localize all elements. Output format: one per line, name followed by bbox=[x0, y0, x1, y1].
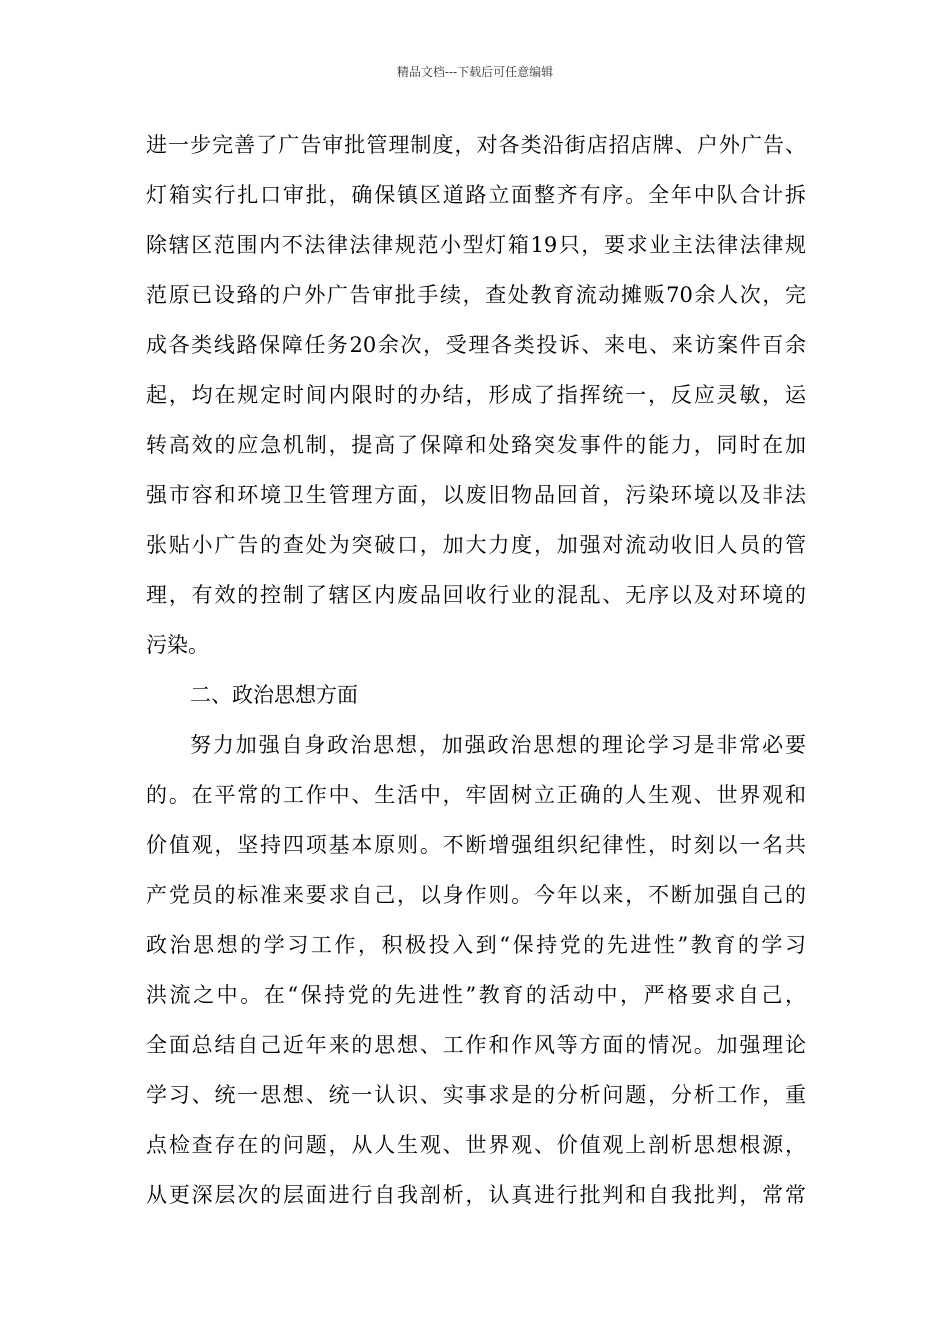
section-heading-text: 二、政治思想方面 bbox=[190, 683, 358, 707]
text-line: 范原已设臵的户外广告审批手续，查处教育流动摊贩70余人次，完 bbox=[146, 283, 806, 307]
text-line: 转高效的应急机制，提高了保障和处臵突发事件的能力，同时在加 bbox=[146, 433, 806, 457]
page-header: 精品文档---下载后可任意编辑 bbox=[396, 65, 554, 79]
text-line: 学习、统一思想、统一认识、实事求是的分析问题，分析工作，重 bbox=[146, 1083, 806, 1107]
text-line: 进一步完善了广告审批管理制度，对各类沿街店招店牌、户外广告、 bbox=[146, 133, 806, 157]
text-line: 的。在平常的工作中、生活中，牢固树立正确的人生观、世界观和 bbox=[146, 783, 806, 807]
text-line: 除辖区范围内不法律法律规范小型灯箱19只，要求业主法律法律规 bbox=[146, 233, 806, 257]
text-line: 成各类线路保障任务20余次，受理各类投诉、来电、来访案件百余 bbox=[146, 333, 806, 357]
text-line: 全面总结自己近年来的思想、工作和作风等方面的情况。加强理论 bbox=[146, 1033, 806, 1057]
text-line: 政治思想的学习工作，积极投入到“保持党的先进性”教育的学习 bbox=[146, 933, 806, 957]
text-line: 洪流之中。在“保持党的先进性”教育的活动中，严格要求自己， bbox=[146, 983, 806, 1007]
text-line: 张贴小广告的查处为突破口，加大力度，加强对流动收旧人员的管 bbox=[146, 533, 806, 557]
text-line: 点检查存在的问题，从人生观、世界观、价值观上剖析思想根源， bbox=[146, 1133, 806, 1157]
text-line: 起，均在规定时间内限时的办结，形成了指挥统一，反应灵敏，运 bbox=[146, 383, 806, 407]
text-line: 理，有效的控制了辖区内废品回收行业的混乱、无序以及对环境的 bbox=[146, 583, 806, 607]
section-heading bbox=[146, 670, 806, 720]
text-line: 灯箱实行扎口审批，确保镇区道路立面整齐有序。全年中队合计拆 bbox=[146, 183, 806, 207]
text-line: 价值观，坚持四项基本原则。不断增强组织纪律性，时刻以一名共 bbox=[146, 833, 806, 857]
text-line: 努力加强自身政治思想，加强政治思想的理论学习是非常必要 bbox=[190, 733, 806, 757]
text-line: 产党员的标准来要求自己，以身作则。今年以来，不断加强自己的 bbox=[146, 883, 806, 907]
document-body bbox=[146, 120, 806, 1220]
paragraph-1 bbox=[146, 120, 806, 670]
text-line: 从更深层次的层面进行自我剖析，认真进行批判和自我批判，常常 bbox=[146, 1183, 806, 1207]
text-line: 强市容和环境卫生管理方面，以废旧物品回首，污染环境以及非法 bbox=[146, 483, 806, 507]
paragraph-2 bbox=[146, 720, 806, 1220]
text-line: 污染。 bbox=[146, 633, 209, 657]
